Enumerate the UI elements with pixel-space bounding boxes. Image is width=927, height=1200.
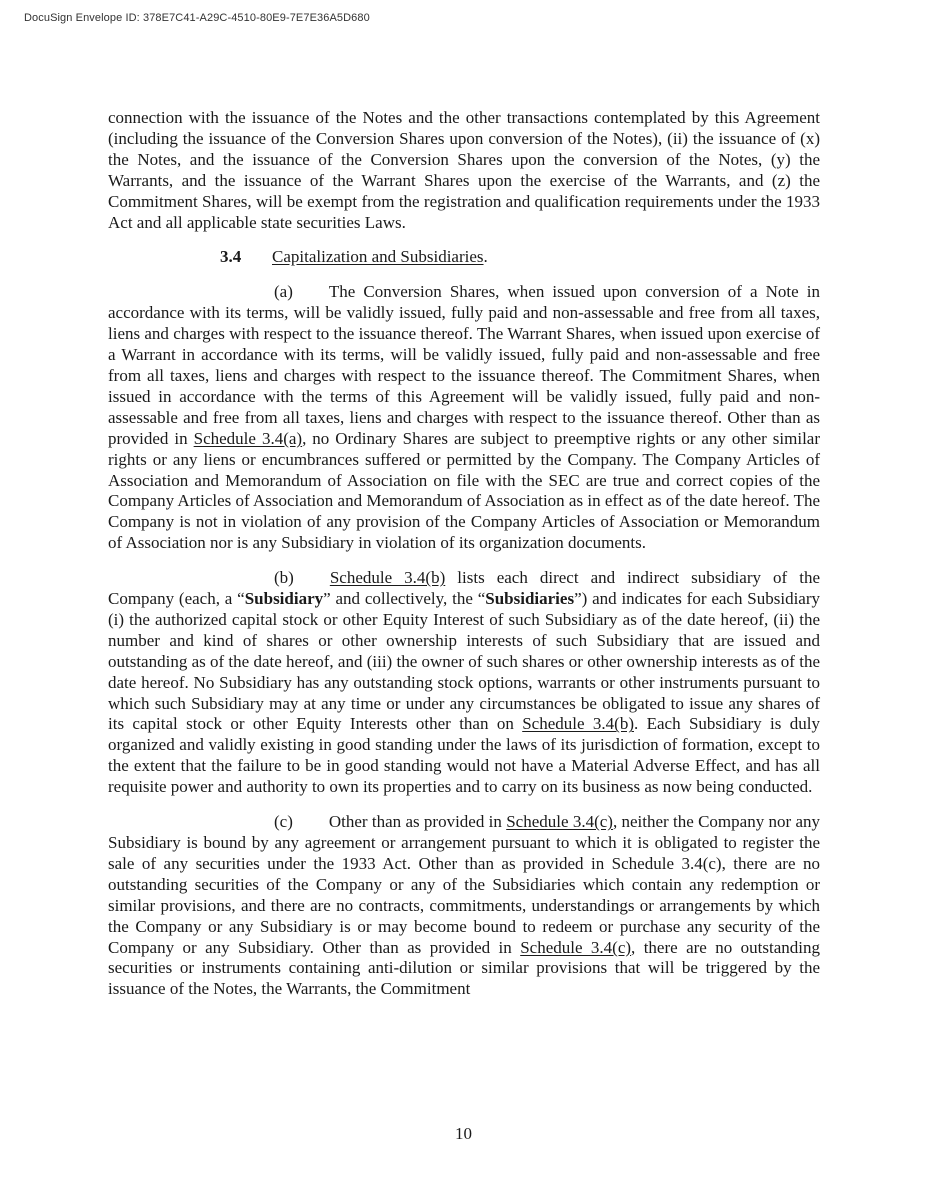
schedule-3-4-c-reference: Schedule 3.4(c): [506, 812, 613, 832]
section-heading: [108, 247, 820, 268]
docusign-envelope-id: DocuSign Envelope ID: 378E7C41-A29C-4510-80E9-7E7E36A5D680: [24, 12, 370, 24]
paragraph-a-label: (a): [274, 282, 293, 302]
paragraph-c: (c) Other than as provided in Schedule 3.4(c), neither the Company nor any Subsidiary is bound by any agreement or arrangement pursuant to which it is obligated to register the sale of any securities under the 1933 Act. Other than as provided in Schedule 3.4(c), there are no outstanding securities of the Company or any of the Subsidiaries which contain any redemption or similar provisions, and there are no contracts, commitments, understandings or arrangements by which the Company or any Subsidiary is or may become bound to redeem or purchase any security of the Company or any Subsidiary. Other than as provided in Schedule 3.4(c), there are no outstanding securities or instruments containing anti-dilution or similar provisions that will be triggered by the issuance of the Notes, the Warrants, the Commitment: [108, 812, 821, 999]
schedule-3-4-c-reference: Schedule 3.4(c): [520, 937, 632, 957]
page-number: 10: [455, 1124, 472, 1143]
paragraph-c-label: (c): [274, 812, 293, 832]
paragraph-b-label: (b): [274, 568, 294, 588]
paragraph-a: (a) The Conversion Shares, when issued upon conversion of a Note in accordance with its terms, will be validly issued, fully paid and non-assessable and free from all taxes, liens and charges with respect to the issuance thereof. The Warrant Shares, when issued upon exercise of a Warrant in accordance with its terms, will be validly issued, fully paid and non-assessable and free from all taxes, liens and charges with respect to the issuance thereof. The Commitment Shares, when issued in accordance with the terms of this Agreement will be validly issued, fully paid and non-assessable and free from all taxes, liens and charges with respect to the issuance thereof. Other than as provided in Schedule 3.4(a), no Ordinary Shares are subject to preemptive rights or any other similar rights or any liens or encumbrances suffered or permitted by the Company. The Company Articles of Association and Memorandum of Association on file with the SEC are true and correct copies of the Company Articles of Association and Memorandum of Association as in effect as of the date hereof. The Company is not in violation of any provision of the Company Articles of Association or Memorandum of Association nor is any Subsidiary in violation of its organization documents.: [108, 282, 821, 553]
schedule-3-4-b-reference: Schedule 3.4(b): [522, 714, 634, 734]
defined-term-subsidiary: Subsidiary: [244, 589, 324, 609]
section-number: 3.4: [220, 247, 242, 267]
schedule-3-4-a-reference: Schedule 3.4(a): [193, 428, 303, 448]
schedule-3-4-b-reference: Schedule 3.4(b): [329, 568, 446, 588]
section-title: Capitalization and Subsidiaries: [272, 247, 484, 267]
document-body: [108, 108, 820, 1014]
defined-term-subsidiaries: Subsidiaries: [485, 589, 575, 609]
section-title-end: .: [483, 247, 488, 267]
paragraph-b: (b) Schedule 3.4(b) lists each direct and indirect subsidiary of the Company (each, a “Subsidiary” and collectively, the “Subsidiaries”) and indicates for each Subsidiary (i) the authorized capital stock or other Equity Interest of such Subsidiary as of the date hereof, (ii) the number and kind of shares or other ownership interests of such Subsidiary that are issued and outstanding as of the date hereof, and (iii) the owner of such shares or other ownership interests as of the date hereof. No Subsidiary has any outstanding stock options, warrants or other instruments pursuant to which such Subsidiary may at any time or under any circumstances be obligated to issue any shares of its capital stock or other Equity Interests other than on Schedule 3.4(b). Each Subsidiary is duly organized and validly existing in good standing under the laws of its jurisdiction of formation, except to the extent that the failure to be in good standing would not have a Material Adverse Effect, and has all requisite power and authority to own its properties and to carry on its business as now being conducted.: [108, 568, 820, 797]
intro-paragraph: connection with the issuance of the Notes and the other transactions contemplated by this Agreement (including the issuance of the Conversion Shares upon conversion of the Notes), (ii) the issuance of (x) the Notes, and the issuance of the Conversion Shares upon the conversion of the Notes, (y) the Warrants, and the issuance of the Warrant Shares upon the exercise of the Warrants, and (z) the Commitment Shares, will be exempt from the registration and qualification requirements under the 1933 Act and all applicable state securities Laws.: [108, 108, 820, 232]
